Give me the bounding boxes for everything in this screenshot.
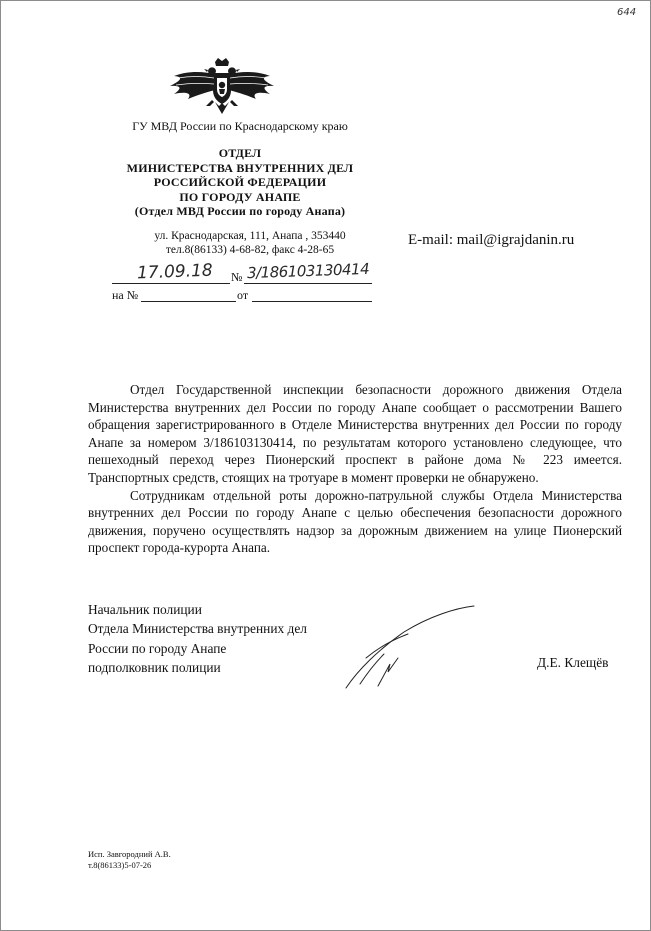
executor-info	[88, 849, 171, 871]
signer-title-line: России по городу Анапе	[88, 640, 227, 656]
number-label: №	[231, 270, 243, 284]
signer-title-line: Начальник полиции	[88, 602, 202, 617]
department-name: ОТДЕЛ МИНИСТЕРСТВА ВНУТРЕННИХ ДЕЛ РОССИЙСКОЙ ФЕДЕРАЦИИ ПО ГОРОДУ АНАПЕ (Отдел МВД России по городу Анапа)	[126, 146, 354, 219]
signer-name: Д.Е. Клещёв	[537, 655, 609, 670]
body-paragraph: Отдел Государственной инспекции безопасности дорожного движения Отдела Министерства внутренних дел России по городу Анапе сообщает о рассмотрении Вашего обращения зарегистрированного в Отделе Министерства внутренних дел России по городу Анапе за номером 3/186103130414, по результатам которого установлено следующее, что пешеходный переход через Пионерский проспект в районе дома № 223 имеется. Транспортных средств, стоящих на тротуаре в момент проверки не обнаружено.	[88, 382, 622, 485]
ref-underline	[141, 301, 236, 302]
signer-title-line: подполковник полиции	[88, 660, 221, 676]
executor-phone: т.8(86133)5-07-26	[88, 860, 152, 870]
department-address	[130, 229, 370, 257]
signer-title-line: Отдела Министерства внутренних дел	[88, 621, 307, 637]
date-underline	[112, 283, 230, 284]
handwritten-signature-icon	[338, 598, 488, 694]
ministry-name: ГУ МВД России по Краснодарскому краю	[132, 119, 348, 133]
from-underline	[252, 301, 372, 302]
recipient-email: E-mail: mail@igrajdanin.ru	[408, 232, 575, 248]
page-number-mark: 644	[617, 7, 637, 18]
from-label: от	[237, 288, 249, 302]
mvd-eagle-emblem-icon	[168, 56, 276, 118]
registration-date: 17.09.18	[136, 260, 214, 284]
number-underline	[244, 283, 372, 284]
ref-label: на №	[112, 288, 139, 302]
executor-name: Исп. Завгородний А.В.	[88, 849, 171, 859]
address-phone: тел.8(86133) 4-68-82, факс 4-28-65	[165, 244, 335, 256]
body-paragraph: Сотрудникам отдельной роты дорожно-патрульной службы Отдела Министерства внутренних дел России по городу Анапе с целью обеспечения безопасности дорожного движения, поручено осуществлять надзор за дорожным движением на улице Пионерский проспект города-курорта Анапа.	[88, 487, 622, 556]
signer-title	[88, 600, 307, 678]
registration-number: 3/186103130414	[246, 259, 370, 283]
letter-body	[88, 381, 622, 557]
address-street: ул. Краснодарская, 111, Анапа , 353440	[154, 230, 346, 242]
